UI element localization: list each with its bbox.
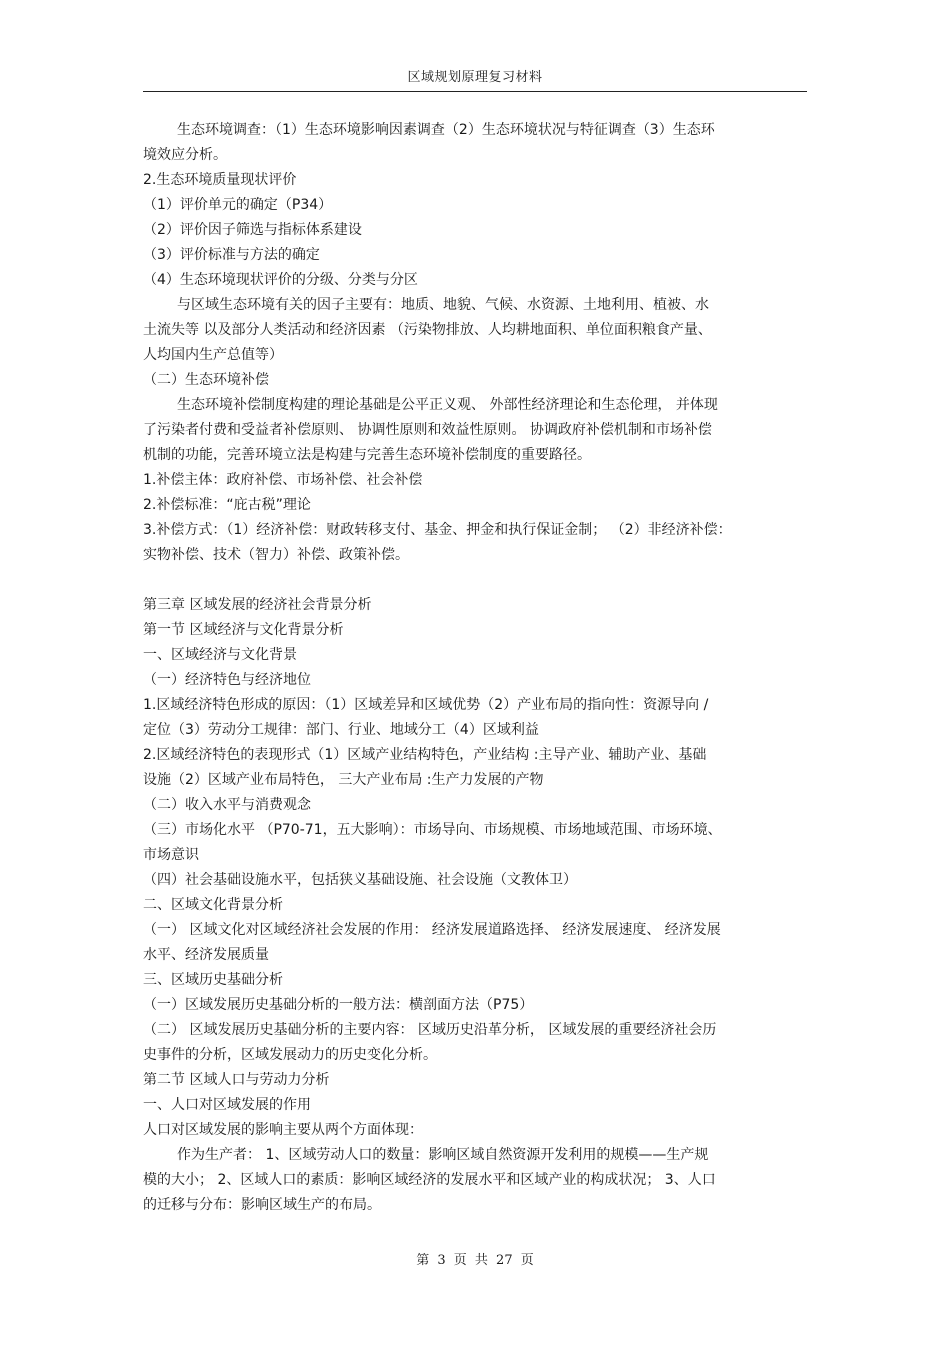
text-line: （一）区域发展历史基础分析的一般方法：横剖面方法（P75） — [143, 997, 534, 1013]
text-line: （二）生态环境补偿 — [143, 372, 269, 388]
text-line: （4）生态环境现状评价的分级、分类与分区 — [143, 272, 418, 288]
text-line: 3.补偿方式：（1）经济补偿：财政转移支付、基金、押金和执行保证金制； （2）非经济补偿： — [143, 522, 732, 538]
text-line: （一）经济特色与经济地位 — [143, 672, 311, 688]
text-line: 2.补偿标准：“庇古税”理论 — [143, 497, 311, 513]
text-line: 实物补偿、技术（智力）补偿、政策补偿。 — [143, 547, 409, 563]
text-line: （二） 区域发展历史基础分析的主要内容： 区域历史沿革分析， 区域发展的重要经济社会历 — [143, 1022, 717, 1038]
text-line: 史事件的分析，区域发展动力的历史变化分析。 — [143, 1047, 437, 1063]
text-line: 了污染者付费和受益者补偿原则、 协调性原则和效益性原则。 协调政府补偿机制和市场补偿 — [143, 422, 712, 438]
text-line: 水平、经济发展质量 — [143, 947, 269, 963]
text-line: 一、区域经济与文化背景 — [143, 647, 297, 663]
text-line: 2.生态环境质量现状评价 — [143, 172, 297, 188]
text-line: 三、区域历史基础分析 — [143, 972, 283, 988]
header-divider — [143, 91, 807, 92]
text-line: 人均国内生产总值等） — [143, 347, 283, 363]
text-line: 境效应分析。 — [143, 147, 227, 163]
text-line: （一） 区域文化对区域经济社会发展的作用： 经济发展道路选择、 经济发展速度、 经济发展 — [143, 922, 721, 938]
text-line: 2.区域经济特色的表现形式（1）区域产业结构特色，产业结构 :主导产业、辅助产业、基础 — [143, 747, 707, 763]
section-heading: 第一节 区域经济与文化背景分析 — [143, 622, 344, 638]
text-line: （三）市场化水平 （P70-71，五大影响）：市场导向、市场规模、市场地域范围、市场环境、 — [143, 822, 722, 838]
document-body — [143, 118, 807, 1218]
text-line: （四）社会基础设施水平，包括狭义基础设施、社会设施（文教体卫） — [143, 872, 577, 888]
section-heading: 第二节 区域人口与劳动力分析 — [143, 1072, 330, 1088]
text-line: （3）评价标准与方法的确定 — [143, 247, 320, 263]
chapter-heading: 第三章 区域发展的经济社会背景分析 — [143, 597, 372, 613]
text-line: 与区域生态环境有关的因子主要有：地质、地貌、气候、水资源、土地利用、植被、水 — [177, 297, 709, 313]
text-line: （二）收入水平与消费观念 — [143, 797, 311, 813]
text-line: 的迁移与分布：影响区域生产的布局。 — [143, 1197, 381, 1213]
text-line: 1.区域经济特色形成的原因：（1）区域差异和区域优势（2）产业布局的指向性：资源导向 / — [143, 697, 709, 713]
text-line: 市场意识 — [143, 847, 199, 863]
text-line: 生态环境补偿制度构建的理论基础是公平正义观、 外部性经济理论和生态伦理， 并体现 — [177, 397, 718, 413]
text-line: 定位（3）劳动分工规律：部门、行业、地域分工（4）区域利益 — [143, 722, 539, 738]
text-line: 机制的功能，完善环境立法是构建与完善生态环境补偿制度的重要路径。 — [143, 447, 591, 463]
text-line: 生态环境调查：（1）生态环境影响因素调查（2）生态环境状况与特征调查（3）生态环 — [177, 122, 715, 138]
text-line: （2）评价因子筛选与指标体系建设 — [143, 222, 362, 238]
text-line: 一、人口对区域发展的作用 — [143, 1097, 311, 1113]
page-number: 第 3 页 共 27 页 — [416, 1253, 534, 1268]
text-line: 人口对区域发展的影响主要从两个方面体现： — [143, 1122, 423, 1138]
page-header-title: 区域规划原理复习材料 — [407, 70, 543, 85]
text-line: 1.补偿主体：政府补偿、市场补偿、社会补偿 — [143, 472, 423, 488]
text-line: 土流失等 以及部分人类活动和经济因素 （污染物排放、人均耕地面积、单位面积粮食产量、 — [143, 322, 712, 338]
text-line: （1）评价单元的确定（P34） — [143, 197, 333, 213]
text-line: 二、区域文化背景分析 — [143, 897, 283, 913]
text-line: 作为生产者： 1、区域劳动人口的数量：影响区域自然资源开发利用的规模——生产规 — [177, 1147, 709, 1163]
text-line: 模的大小； 2、区域人口的素质：影响区域经济的发展水平和区域产业的构成状况； 3、人口 — [143, 1172, 716, 1188]
text-line: 设施（2）区域产业布局特色， 三大产业布局 :生产力发展的产物 — [143, 772, 544, 788]
